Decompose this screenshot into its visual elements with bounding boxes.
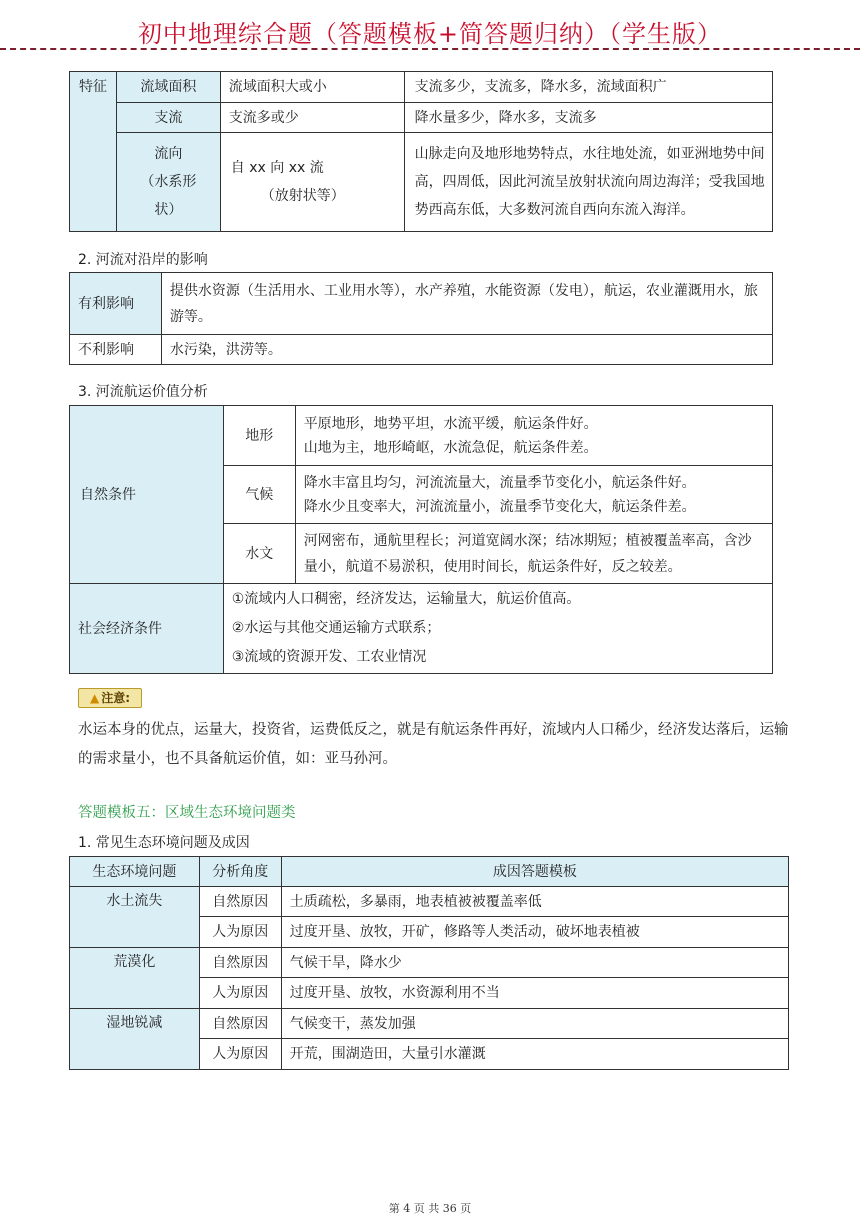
problem-name: 水土流失 — [70, 887, 200, 948]
natural-conditions-label: 自然条件 — [70, 406, 224, 584]
river-features-table — [69, 71, 773, 232]
cause-template: 气候干旱，降水少 — [281, 948, 788, 978]
analysis-angle: 人为原因 — [199, 917, 281, 948]
row-detail: 支流多少，支流多，降水多，流域面积广 — [404, 72, 772, 103]
row-template: 支流多或少 — [220, 103, 404, 133]
column-header: 分析角度 — [199, 857, 281, 887]
social-conditions-label: 社会经济条件 — [70, 584, 224, 674]
river-impact-table — [69, 272, 773, 365]
eco-problems-table — [69, 856, 789, 1070]
factor-label: 气候 — [223, 466, 295, 524]
navigation-value-table — [69, 405, 773, 674]
section-heading: 3. 河流航运价值分析 — [78, 384, 208, 400]
problem-name: 荒漠化 — [70, 948, 200, 1009]
impact-text: 提供水资源（生活用水、工业用水等），水产养殖，水能资源（发电），航运，农业灌溉用水，旅游等。 — [161, 273, 772, 335]
warning-note-icon: ▲ 注意: — [78, 688, 142, 708]
page-header — [0, 0, 860, 52]
analysis-angle: 自然原因 — [199, 948, 281, 978]
row-template: 流域面积大或小 — [220, 72, 404, 103]
row-label: 流向 （水系形 状） — [116, 133, 220, 232]
section-heading: 2. 河流对沿岸的影响 — [78, 252, 208, 268]
factor-detail: 平原地形，地势平坦，水流平缓，航运条件好。 山地为主，地形崎岖，水流急促，航运条件差。 — [295, 406, 772, 466]
factor-detail: 降水丰富且均匀，河流流量大，流量季节变化小，航运条件好。 降水少且变率大，河流流量小，流量季节变化大，航运条件差。 — [295, 466, 772, 524]
analysis-angle: 自然原因 — [199, 1009, 281, 1039]
row-template: 自 xx 向 xx 流 （放射状等） — [220, 133, 404, 232]
header-divider — [0, 48, 860, 50]
impact-label: 有利影响 — [70, 273, 162, 335]
features-group-label: 特征 — [70, 72, 117, 232]
analysis-angle: 人为原因 — [199, 1039, 281, 1070]
row-label: 流域面积 — [116, 72, 220, 103]
page-number: 第 4 页 共 36 页 — [388, 1202, 472, 1215]
template-title: 答题模板五：区域生态环境问题类 — [78, 805, 296, 821]
impact-label: 不利影响 — [70, 335, 162, 365]
cause-template: 土质疏松，多暴雨，地表植被被覆盖率低 — [281, 887, 788, 917]
section-heading: 1. 常见生态环境问题及成因 — [78, 835, 250, 851]
row-detail: 山脉走向及地形地势特点，水往地处流，如亚洲地势中间高，四周低，因此河流呈放射状流向周边海洋；受我国地势西高东低，大多数河流自西向东流入海洋。 — [404, 133, 772, 232]
impact-text: 水污染，洪涝等。 — [161, 335, 772, 365]
cause-template: 过度开垦、放牧，水资源利用不当 — [281, 978, 788, 1009]
analysis-angle: 自然原因 — [199, 887, 281, 917]
factor-detail: 河网密布，通航里程长；河道宽阔水深；结冰期短；植被覆盖率高，含沙量小，航道不易淤积，使用时间长，航运条件好，反之较差。 — [295, 524, 772, 584]
factor-label: 水文 — [223, 524, 295, 584]
problem-name: 湿地锐减 — [70, 1009, 200, 1070]
note-paragraph: 水运本身的优点，运量大，投资省，运费低反之，就是有航运条件再好，流域内人口稀少，经济发达落后，运输的需求量小，也不具备航运价值，如：亚马孙河。 — [78, 722, 789, 767]
column-header: 成因答题模板 — [281, 857, 788, 887]
analysis-angle: 人为原因 — [199, 978, 281, 1009]
document-title: 初中地理综合题（答题模板+简答题归纳）（学生版） — [137, 20, 723, 48]
column-header: 生态环境问题 — [70, 857, 200, 887]
row-label: 支流 — [116, 103, 220, 133]
factor-label: 地形 — [223, 406, 295, 466]
cause-template: 气候变干，蒸发加强 — [281, 1009, 788, 1039]
row-detail: 降水量多少，降水多，支流多 — [404, 103, 772, 133]
social-conditions-detail: ①流域内人口稠密，经济发达，运输量大，航运价值高。 ②水运与其他交通运输方式联系； ③流域的资源开发、工农业情况 — [223, 584, 772, 674]
cause-template: 过度开垦、放牧，开矿，修路等人类活动，破坏地表植被 — [281, 917, 788, 948]
cause-template: 开荒，围湖造田，大量引水灌溉 — [281, 1039, 788, 1070]
